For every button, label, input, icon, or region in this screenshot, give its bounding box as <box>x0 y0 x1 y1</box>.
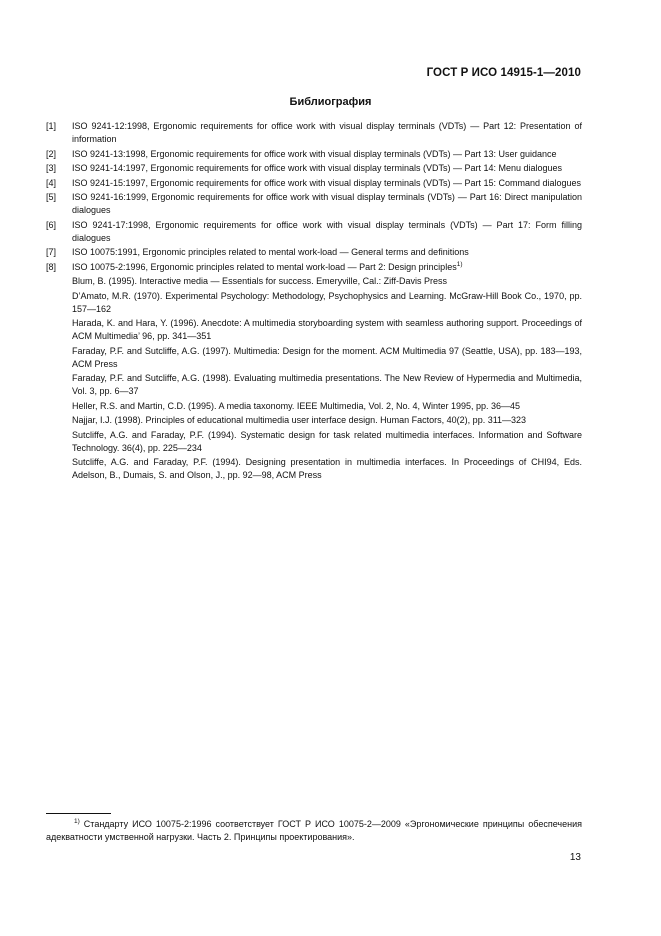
reference-item: Sutcliffe, A.G. and Faraday, P.F. (1994). Designing presentation in multimedia interfaces. In Proceedings of CHI94, Eds. Adelson, B., Dumais, S. and Olson, J., pp. 92—98, ACM Press <box>72 457 582 480</box>
footnote <box>46 818 582 844</box>
footnote-text: Стандарту ИСО 10075-2:1996 соответствует ГОСТ Р ИСО 10075-2—2009 «Эргономические принципы обеспечения адекватности умственной нагрузки. Часть 2. Принципы проектирования». <box>46 819 582 842</box>
reference-item <box>46 246 582 259</box>
reference-text: ISO 9241-16:1999, Ergonomic requirements for office work with visual display terminals (VDTs) — Part 16: Direct manipulation dialogues <box>72 192 582 215</box>
reference-number: [6] <box>46 219 57 230</box>
reference-item: Heller, R.S. and Martin, C.D. (1995). A media taxonomy. IEEE Multimedia, Vol. 2, No. 4, Winter 1995, pp. 36—45 <box>72 400 521 411</box>
section-title: Библиография <box>289 96 372 108</box>
reference-item: Faraday, P.F. and Sutcliffe, A.G. (1998). Evaluating multimedia presentations. The New Review of Hypermedia and Multimedia, Vol. 3, pp. 6—37 <box>72 373 582 396</box>
footnote-separator <box>46 813 111 814</box>
reference-number: [2] <box>46 148 57 159</box>
reference-number: [1] <box>46 121 57 131</box>
footnote-marker: 1) <box>456 260 463 268</box>
document-header: ГОСТ Р ИСО 14915-1—2010 <box>426 67 581 79</box>
reference-item: Blum, B. (1995). Interactive media — Essentials for success. Emeryville, Cal.: Ziff-Davis Press <box>72 276 447 286</box>
reference-item: Najjar, I.J. (1998). Principles of educational multimedia user interface design. Human Factors, 40(2), pp. 311—323 <box>72 415 527 425</box>
bibliography-list <box>46 120 582 482</box>
reference-item <box>46 261 582 274</box>
footnote-marker: 1) <box>74 818 80 825</box>
reference-text-body: ISO 10075-2:1996, Ergonomic principles related to mental work-load — Part 2: Design principles <box>72 261 457 272</box>
reference-number: [5] <box>46 192 57 202</box>
reference-text: ISO 9241-12:1998, Ergonomic requirements for office work with visual display terminals (VDTs) — Part 12: Presentation of information <box>72 121 582 144</box>
reference-text: ISO 9241-14:1997, Ergonomic requirements for office work with visual display terminals (VDTs) — Part 14: Menu dialogues <box>72 163 563 173</box>
reference-number: [7] <box>46 247 57 257</box>
reference-item <box>46 177 582 190</box>
reference-item: D’Amato, M.R. (1970). Experimental Psychology: Methodology, Psychophysics and Learning. McGraw-Hill Book Co., 1970, pp. 157—162 <box>72 290 582 314</box>
reference-number: [4] <box>46 177 57 188</box>
reference-item <box>46 219 582 245</box>
reference-number: [3] <box>46 163 57 173</box>
reference-text: ISO 9241-17:1998, Ergonomic requirements for office work with visual display terminals (VDTs) — Part 17: Form filling dialogues <box>72 219 582 243</box>
reference-item: Sutcliffe, A.G. and Faraday, P.F. (1994). Systematic design for task related multimedia interfaces. Information and Software Technology. 36(4), pp. 225—234 <box>72 429 582 453</box>
reference-item: Faraday, P.F. and Sutcliffe, A.G. (1997). Multimedia: Design for the moment. ACM Multimedia 97 (Seattle, USA), pp. 183—193, ACM Press <box>72 345 582 369</box>
reference-text: ISO 10075:1991, Ergonomic principles related to mental work-load — General terms and definitions <box>72 247 469 257</box>
page-number: 13 <box>569 852 581 863</box>
reference-item: Harada, K. and Hara, Y. (1996). Anecdote: A multimedia storyboarding system with seamless authoring support. Proceedings of ACM Multimedia’ 96, pp. 341—351 <box>72 318 582 341</box>
reference-number: [8] <box>46 261 57 272</box>
reference-text: ISO 9241-13:1998, Ergonomic requirements for office work with visual display terminals (VDTs) — Part 13: User guidance <box>72 148 557 159</box>
reference-item <box>46 191 582 217</box>
reference-item <box>46 120 582 146</box>
reference-text: ISO 9241-15:1997, Ergonomic requirements for office work with visual display terminals (VDTs) — Part 15: Command dialogues <box>72 177 582 188</box>
reference-item <box>46 148 582 161</box>
reference-item <box>46 162 582 175</box>
reference-text <box>72 261 582 274</box>
